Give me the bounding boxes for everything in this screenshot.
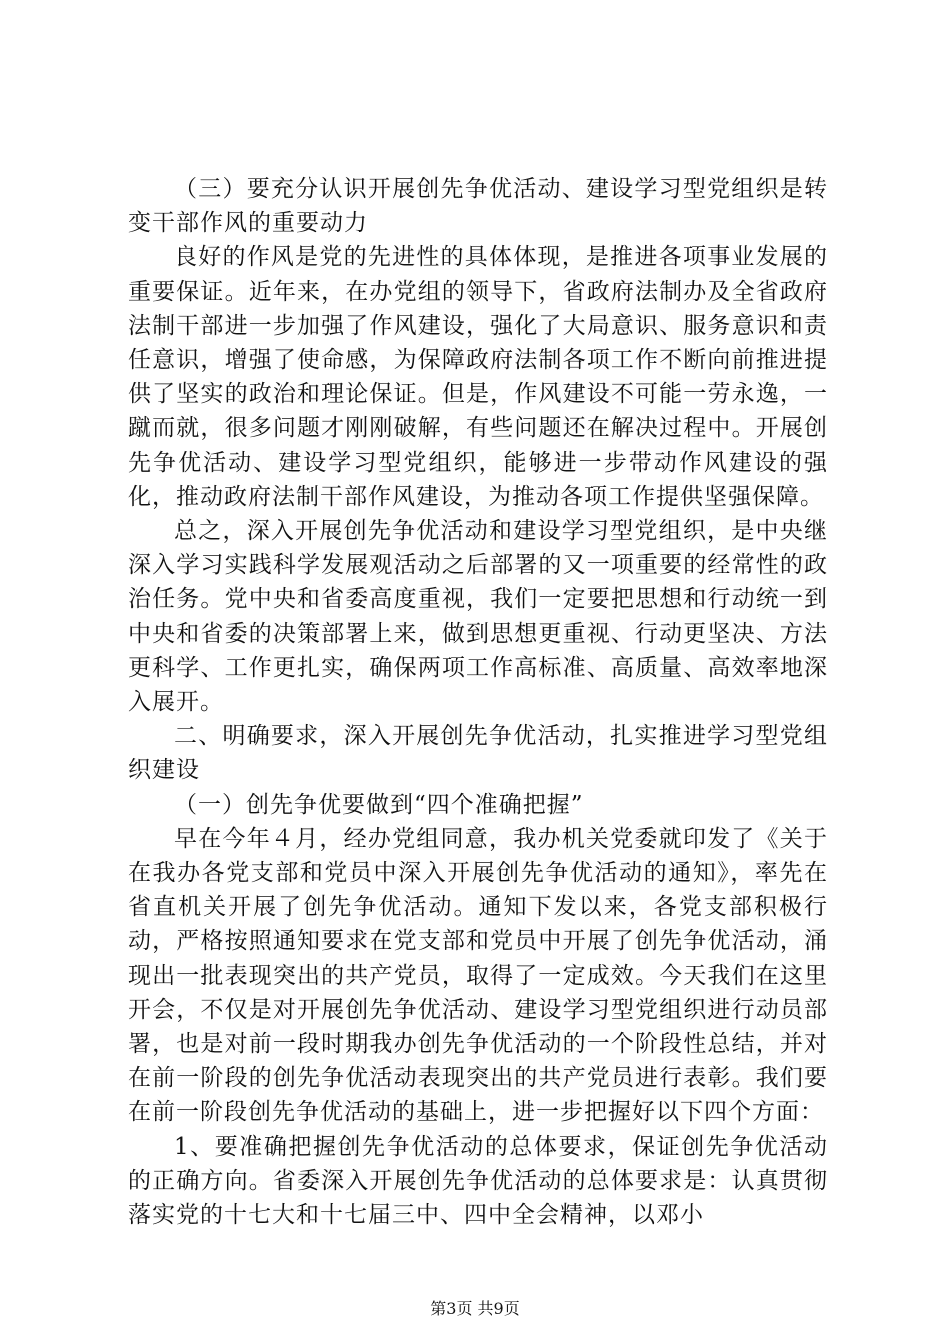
section-heading-3: （三）要充分认识开展创先争优活动、建设学习型党组织是转变干部作风的重要动力 [128, 176, 828, 237]
paragraph: 总之，深入开展创先争优活动和建设学习型党组织，是中央继深入学习实践科学发展观活动之后部署的又一项重要的经常性的政治任务。党中央和省委高度重视，我们一定要把思想和行动统一到中央和省委的决策部署上来，做到思想更重视、行动更坚决、方法更科学、工作更扎实，确保两项工作高标准、高质量、高效率地深入展开。 [128, 518, 828, 716]
paragraph: 1、要准确把握创先争优活动的总体要求，保证创先争优活动的正确方向。省委深入开展创先争优活动的总体要求是：认真贯彻落实党的十七大和十七届三中、四中全会精神，以邓小 [128, 1133, 828, 1229]
section-heading-2: 二、明确要求，深入开展创先争优活动，扎实推进学习型党组织建设 [128, 723, 828, 784]
paragraph: 早在今年４月，经办党组同意，我办机关党委就印发了《关于在我办各党支部和党员中深入开展创先争优活动的通知》，率先在省直机关开展了创先争优活动。通知下发以来，各党支部积极行动，严格按照通知要求在党支部和党员中开展了创先争优活动，涌现出一批表现突出的共产党员，取得了一定成效。今天我们在这里开会，不仅是对开展创先争优活动、建设学习型党组织进行动员部署，也是对前一段时期我办创先争优活动的一个阶段性总结，并对在前一阶段的创先争优活动表现突出的共产党员进行表彰。我们要在前一阶段创先争优活动的基础上，进一步把握好以下四个方面： [128, 825, 828, 1126]
page-footer: 第3页 共9页 [430, 1299, 520, 1318]
document-body [128, 172, 828, 1232]
paragraph: 良好的作风是党的先进性的具体体现，是推进各项事业发展的重要保证。近年来，在办党组的领导下，省政府法制办及全省政府法制干部进一步加强了作风建设，强化了大局意识、服务意识和责任意识，增强了使命感，为保障政府法制各项工作不断向前推进提供了坚实的政治和理论保证。但是，作风建设不可能一劳永逸，一蹴而就，很多问题才刚刚破解，有些问题还在解决过程中。开展创先争优活动、建设学习型党组织，能够进一步带动作风建设的强化，推动政府法制干部作风建设，为推动各项工作提供坚强保障。 [128, 244, 828, 510]
subsection-heading-1: （一）创先争优要做到“四个准确把握” [174, 791, 584, 818]
